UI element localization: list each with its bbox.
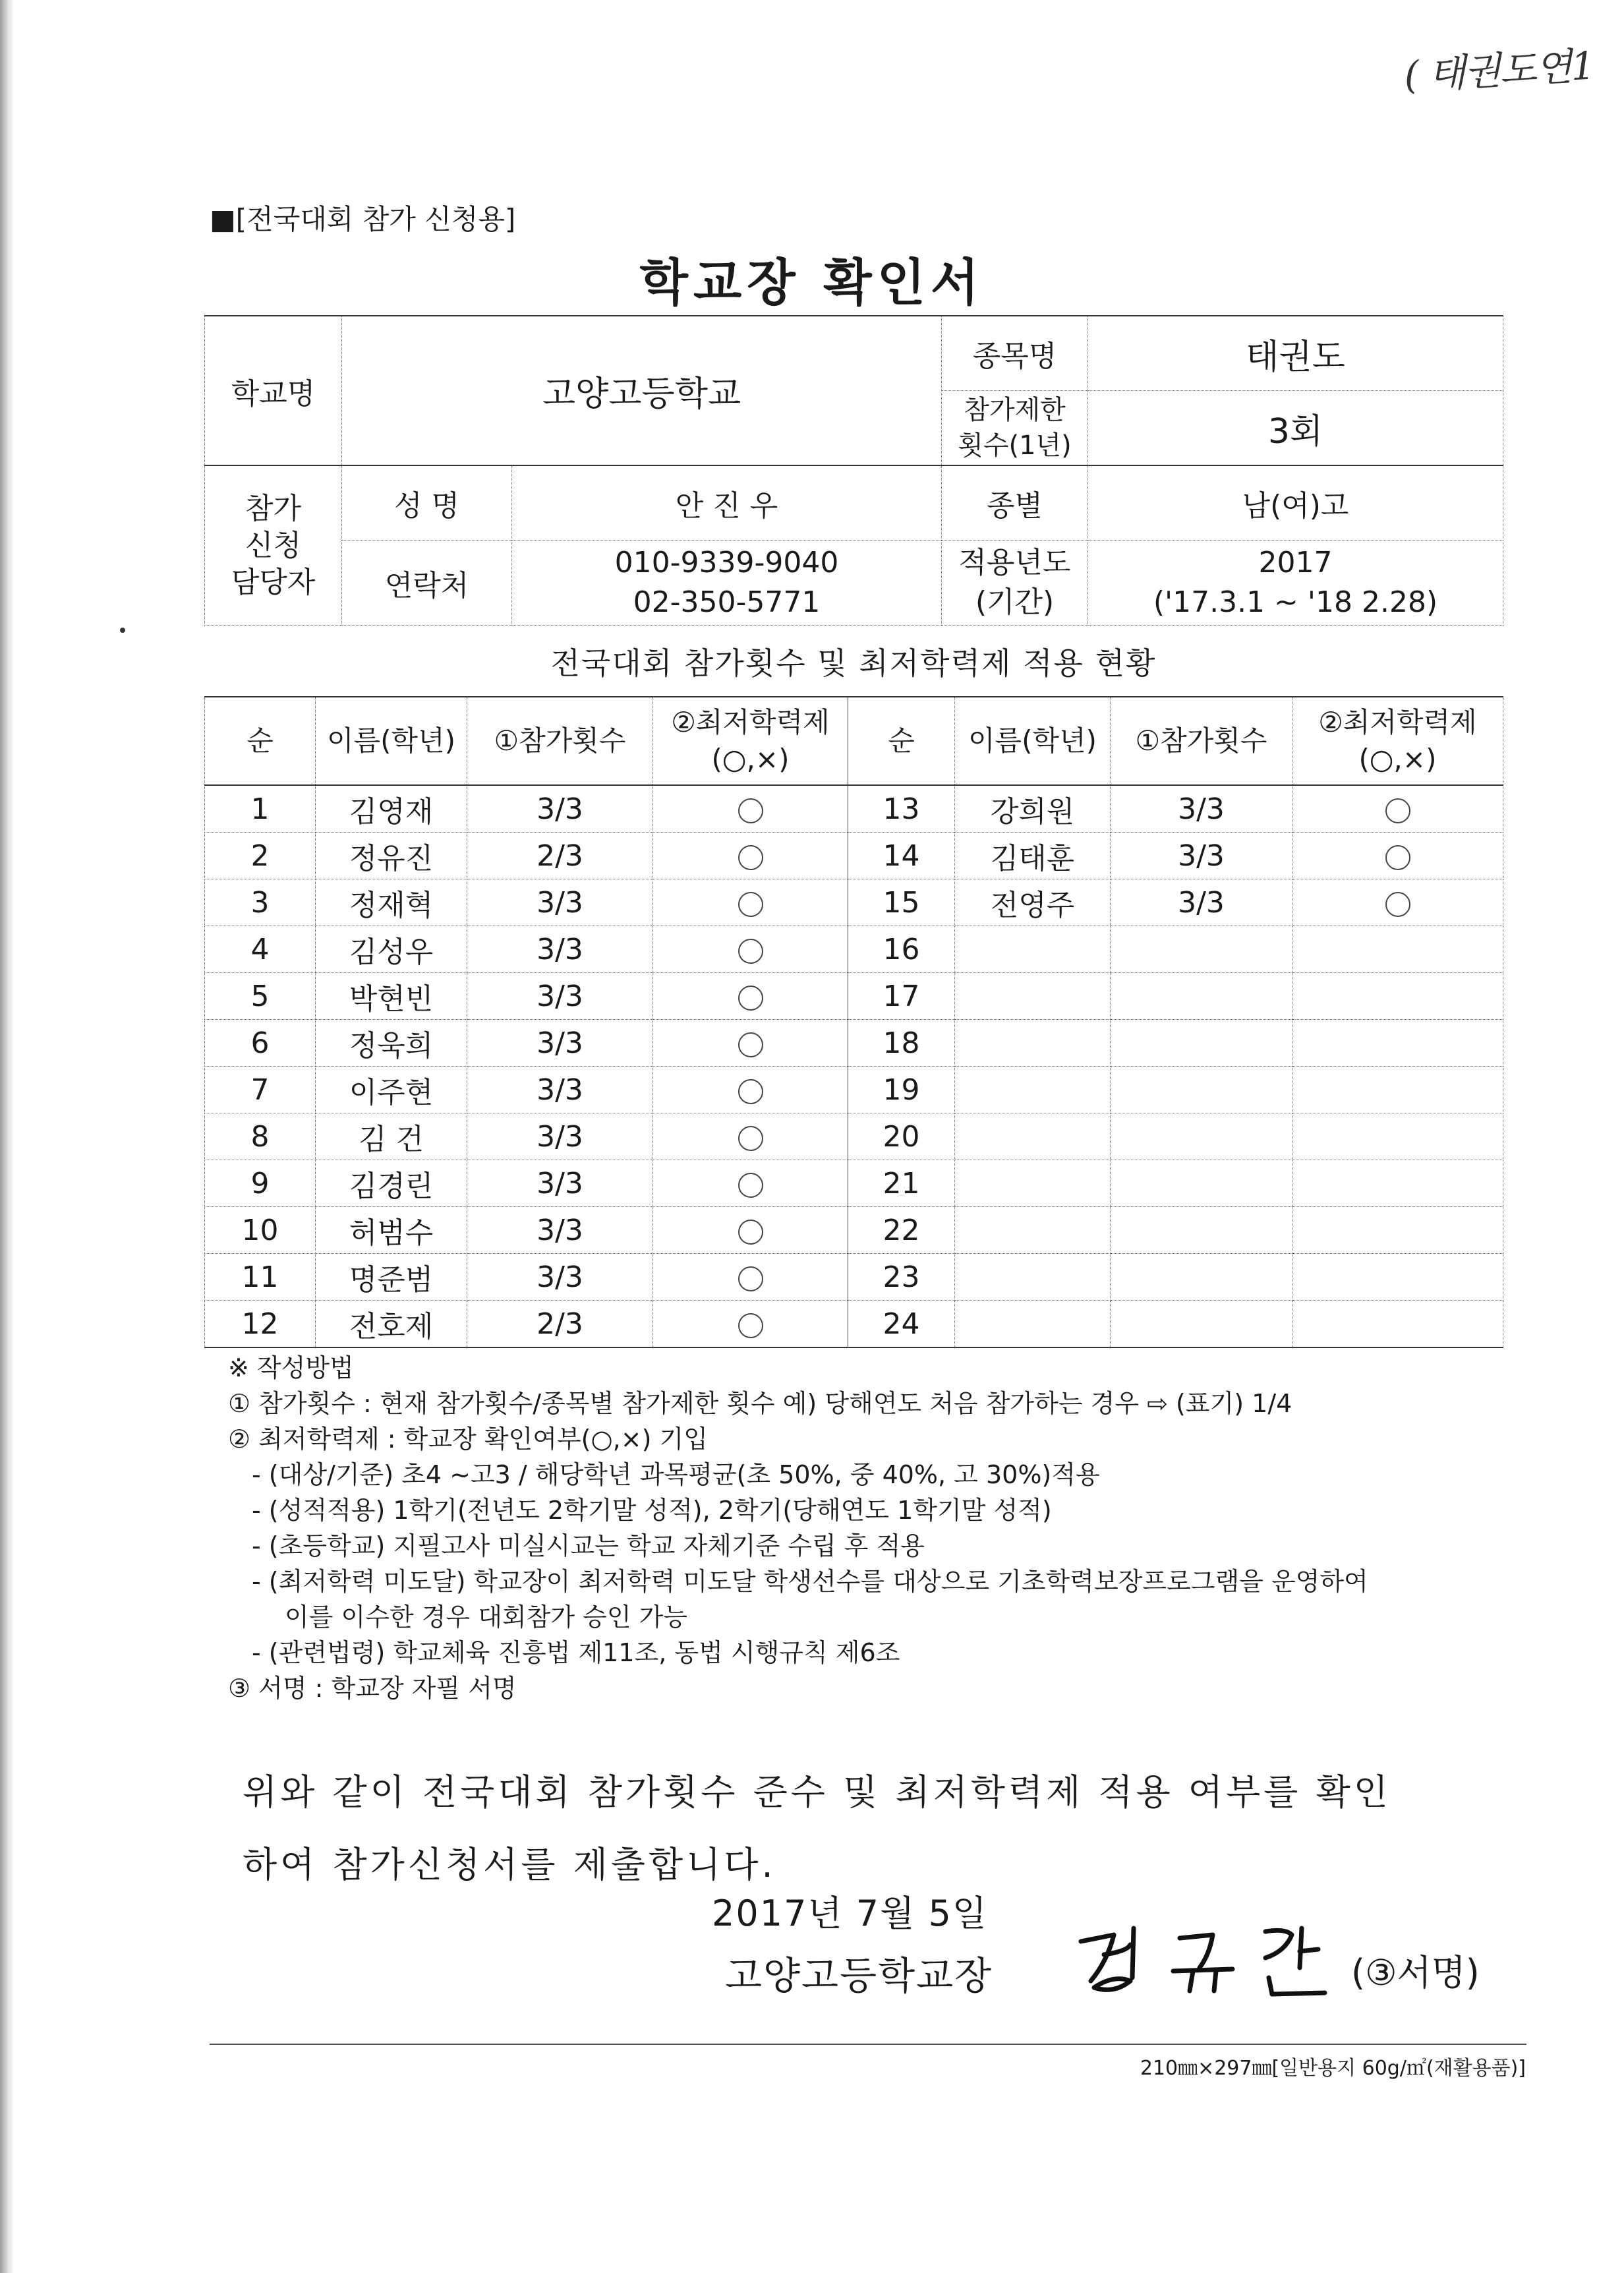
limit-label-line1: 참가제한 [964,395,1066,425]
seq-cell: 15 [848,879,955,926]
phone-mobile: 010-9339-9040 [614,546,839,579]
student-name-cell [955,1067,1111,1113]
header-academic [653,697,848,785]
category-label-cell [942,465,1088,541]
participation-count-cell: 3/3 [467,1113,653,1160]
student-name-cell: 전영주 [955,879,1111,926]
student-name-cell [955,1113,1111,1160]
sport-label: 종목명 [972,339,1057,373]
student-name-cell: 김경린 [316,1160,467,1207]
student-name-cell: 허범수 [316,1207,467,1254]
academic-mark-cell [653,833,848,879]
year-value: 2017 [1258,546,1333,579]
sport-value: 태권도 [1246,337,1345,377]
academic-mark-cell [653,1160,848,1207]
contact-label: 연락처 [384,569,469,603]
seq-cell: 22 [848,1207,955,1254]
header-name: 이름(학년) [316,697,467,785]
name-label: 성 명 [394,489,459,523]
name-label-cell [342,465,512,541]
contact-value-cell [512,541,942,626]
participation-count-cell [1111,1113,1292,1160]
school-name: 고양고등학교 [542,374,741,414]
academic-mark-cell [653,1254,848,1301]
participation-count-cell: 2/3 [467,833,653,879]
academic-mark-cell [1292,879,1503,926]
student-name-cell: 정재혁 [316,879,467,926]
academic-mark-cell [1292,1301,1503,1348]
circle-mark-icon [738,798,763,823]
student-name-cell: 전호제 [316,1301,467,1348]
seq-cell: 7 [205,1067,316,1113]
circle-mark-icon [1385,892,1410,917]
table-row [205,879,1503,926]
notes-heading: ※ 작성방법 [228,1353,354,1382]
note-grade-application: - (성적적용) 1학기(전년도 2학기말 성적), 2학기(당해연도 1학기말 성적) [252,1496,1052,1525]
year-label-cell [942,541,1088,626]
participation-count-cell [1111,973,1292,1020]
seq-cell: 19 [848,1067,955,1113]
academic-mark-cell [1292,926,1503,973]
header-academic-right-line1: ②최저학력제 [1318,706,1477,738]
principal-title: 고양고등학교장 [725,1953,993,1998]
circle-mark-icon [738,1313,763,1338]
header-count-right: ①참가횟수 [1111,697,1292,785]
student-name-cell: 이주현 [316,1067,467,1113]
circle-mark-icon [738,1220,763,1245]
circle-mark-icon [738,1032,763,1057]
seq-cell: 14 [848,833,955,879]
year-value-cell [1088,541,1503,626]
seq-cell: 21 [848,1160,955,1207]
student-name-cell: 정욱희 [316,1020,467,1067]
circle-mark-icon [738,892,763,917]
participation-count-cell: 2/3 [467,1301,653,1348]
signature-label: (③서명) [1351,1952,1480,1993]
contact-label-cell [342,541,512,626]
academic-mark-cell [1292,785,1503,833]
table-row [205,1160,1503,1207]
table-row [205,833,1503,879]
academic-mark-cell [653,1067,848,1113]
roster-header-row [205,697,1503,785]
circle-mark-icon [738,1126,763,1151]
seq-cell: 3 [205,879,316,926]
limit-label-line2: 횟수(1년) [958,430,1072,461]
participation-count-cell [1111,1160,1292,1207]
footer-divider [210,2044,1526,2045]
participation-count-cell [1111,1207,1292,1254]
header-academic-right [1292,697,1503,785]
confirmation-statement [243,1756,1495,1901]
academic-mark-cell [1292,1020,1503,1067]
participation-count-cell: 3/3 [1111,785,1292,833]
handwritten-note: ( 태권도연1 [1403,43,1595,98]
circle-mark-icon [738,939,763,964]
header-name-right: 이름(학년) [955,697,1111,785]
participation-count-cell: 3/3 [467,1020,653,1067]
seq-cell: 8 [205,1113,316,1160]
year-label-line2: (기간) [975,585,1055,619]
circle-mark-icon [1385,798,1410,823]
limit-value-cell [1088,391,1503,466]
participation-count-cell: 3/3 [467,1067,653,1113]
seq-cell: 20 [848,1113,955,1160]
table-row [205,1113,1503,1160]
participation-count-cell: 3/3 [467,1160,653,1207]
roster-table [204,696,1503,1348]
seq-cell: 18 [848,1020,955,1067]
participation-count-cell [1111,1067,1292,1113]
scan-dot [120,628,125,633]
academic-mark-cell [653,926,848,973]
category-label: 종별 [986,489,1043,523]
category-value-cell [1088,465,1503,541]
academic-mark-cell [1292,1207,1503,1254]
academic-mark-cell [1292,973,1503,1020]
table-row [205,785,1503,833]
writing-instructions [228,1350,1533,1706]
header-seq-right: 순 [848,697,955,785]
student-name-cell: 강희원 [955,785,1111,833]
seq-cell: 1 [205,785,316,833]
circle-mark-icon [738,1266,763,1291]
principal-signature [1068,1915,1345,2001]
academic-mark-cell [653,1301,848,1348]
note-related-law: - (관련법령) 학교체육 진흥법 제11조, 동법 시행규칙 제6조 [252,1638,900,1667]
table-row [205,926,1503,973]
academic-mark-cell [653,785,848,833]
student-name-cell: 김 건 [316,1113,467,1160]
table-row [205,1301,1503,1348]
academic-mark-cell [1292,833,1503,879]
student-name-cell [955,1254,1111,1301]
name-value-cell [512,465,942,541]
manager-name: 안 진 우 [675,489,778,523]
category-value: 남(여)고 [1242,489,1349,523]
student-name-cell [955,1160,1111,1207]
participation-count-cell [1111,1301,1292,1348]
seq-cell: 10 [205,1207,316,1254]
circle-mark-icon [738,1173,763,1198]
student-name-cell: 박현빈 [316,973,467,1020]
seq-cell: 23 [848,1254,955,1301]
limit-label-cell [942,391,1088,466]
info-table [204,315,1503,626]
limit-value: 3회 [1267,411,1323,452]
academic-mark-cell [653,973,848,1020]
academic-mark-cell [1292,1254,1503,1301]
seq-cell: 2 [205,833,316,879]
participation-count-cell: 3/3 [467,879,653,926]
table-row [205,1254,1503,1301]
header-count: ①참가횟수 [467,697,653,785]
header-academic-line1: ②최저학력제 [671,706,830,738]
circle-mark-icon [738,986,763,1011]
scan-left-edge [0,0,14,2273]
statement-line1: 위와 같이 전국대회 참가횟수 준수 및 최저학력제 적용 여부를 확인 [243,1771,1391,1813]
seq-cell: 16 [848,926,955,973]
academic-mark-cell [1292,1113,1503,1160]
paper-spec: 210㎜×297㎜[일반용지 60g/㎡(재활용품)] [1140,2057,1526,2080]
statement-line2: 하여 참가신청서를 제출합니다. [243,1844,776,1885]
header-seq: 순 [205,697,316,785]
student-name-cell: 김영재 [316,785,467,833]
note-minimum-academic: ② 최저학력제 : 학교장 확인여부(○,×) 기입 [228,1425,708,1454]
student-name-cell: 명준범 [316,1254,467,1301]
manager-label-line1: 참가 [245,491,301,525]
year-label-line1: 적용년도 [958,546,1071,579]
academic-mark-cell [1292,1160,1503,1207]
student-name-cell [955,1020,1111,1067]
academic-mark-cell [653,1207,848,1254]
student-name-cell [955,1301,1111,1348]
student-name-cell: 김성우 [316,926,467,973]
circle-mark-icon [738,845,763,870]
document-type-label: ■[전국대회 참가 신청용] [210,203,516,235]
header-academic-right-line2: (○,×) [1358,743,1437,775]
manager-label-line2: 신청 [245,528,301,562]
seq-cell: 12 [205,1301,316,1348]
circle-mark-icon [738,1079,763,1104]
table-row [205,1067,1503,1113]
table-row [205,973,1503,1020]
seq-cell: 11 [205,1254,316,1301]
note-below-minimum: - (최저학력 미도달) 학교장이 최저학력 미도달 학생선수를 대상으로 기초학력보장프로그램을 운영하여 [252,1567,1368,1596]
sport-value-cell [1088,316,1503,391]
note-participation-count: ① 참가횟수 : 현재 참가횟수/종목별 참가제한 횟수 예) 당해연도 처음 참가하는 경우 ⇨ (표기) 1/4 [228,1389,1292,1418]
circle-mark-icon [1385,845,1410,870]
seq-cell: 13 [848,785,955,833]
note-target-criteria: - (대상/기준) 초4 ~고3 / 해당학년 과목평균(초 50%, 중 40%, 고 30%)적용 [252,1460,1100,1489]
academic-mark-cell [653,1020,848,1067]
participation-count-cell [1111,926,1292,973]
academic-mark-cell [653,1113,848,1160]
student-name-cell [955,1207,1111,1254]
seq-cell: 5 [205,973,316,1020]
note-elementary: - (초등학교) 지필고사 미실시교는 학교 자체기준 수립 후 적용 [252,1531,925,1560]
sport-label-cell [942,316,1088,391]
school-label: 학교명 [231,376,316,411]
student-name-cell: 정유진 [316,833,467,879]
period-value: ('17.3.1 ~ '18 2.28) [1153,585,1438,619]
seq-cell: 24 [848,1301,955,1348]
header-academic-line2: (○,×) [711,743,790,775]
note-below-minimum-cont: 이를 이수한 경우 대회참가 승인 가능 [285,1603,688,1632]
participation-count-cell [1111,1020,1292,1067]
table-row [205,1207,1503,1254]
student-name-cell: 김태훈 [955,833,1111,879]
seq-cell: 9 [205,1160,316,1207]
participation-count-cell: 3/3 [467,973,653,1020]
participation-count-cell: 3/3 [467,1254,653,1301]
seq-cell: 6 [205,1020,316,1067]
school-name-cell [342,316,942,465]
note-signature: ③ 서명 : 학교장 자필 서명 [228,1674,517,1703]
manager-label-cell [205,465,342,626]
school-label-cell [205,316,342,465]
table-row [205,1020,1503,1067]
phone-office: 02-350-5771 [633,585,821,619]
seq-cell: 4 [205,926,316,973]
manager-label-line3: 담당자 [231,565,316,599]
student-name-cell [955,926,1111,973]
participation-count-cell: 3/3 [467,1207,653,1254]
participation-count-cell: 3/3 [1111,879,1292,926]
academic-mark-cell [1292,1067,1503,1113]
participation-count-cell [1111,1254,1292,1301]
submission-date: 2017년 7월 5일 [712,1893,988,1934]
document-title: 학교장 확인서 [639,253,985,312]
status-section-title: 전국대회 참가횟수 및 최저학력제 적용 현황 [550,645,1157,681]
participation-count-cell: 3/3 [467,926,653,973]
student-name-cell [955,973,1111,1020]
participation-count-cell: 3/3 [1111,833,1292,879]
academic-mark-cell [653,879,848,926]
seq-cell: 17 [848,973,955,1020]
participation-count-cell: 3/3 [467,785,653,833]
